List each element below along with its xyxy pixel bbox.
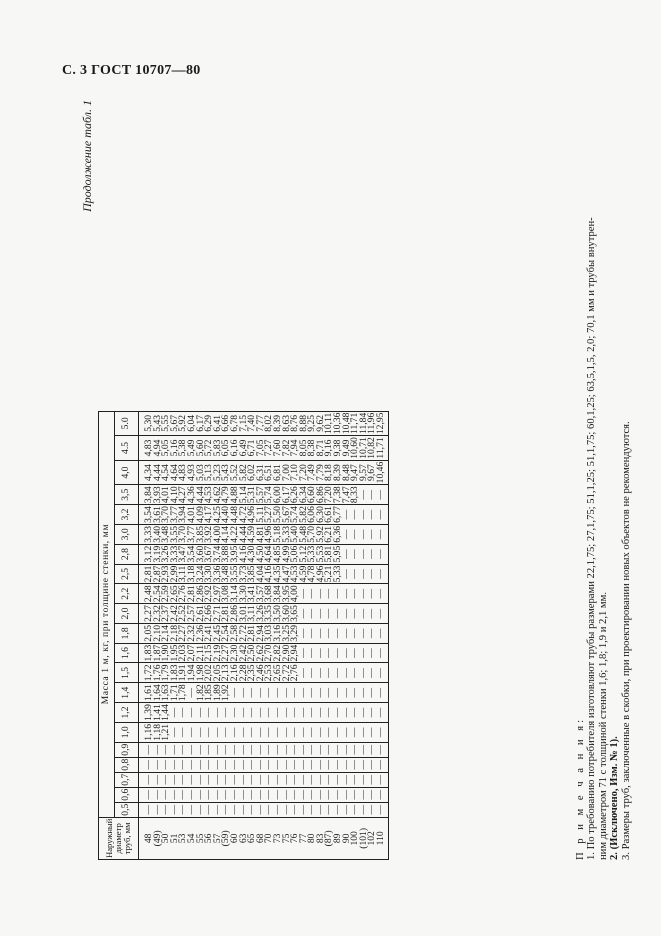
- mass-column: 1,83 1,87 1,90 1,95 2,03 2,07 2,11 2,15 2,19 2,27 2,30 2,42 2,50 2,62 2,70 2,82 2,90 2,94 — — — — — — — — — —: [139, 643, 389, 663]
- mass-column: 5,30 5,43 5,55 5,67 5,92 6,04 6,17 6,29 6,41 6,66 6,78 7,15 7,40 7,77 8,02 8,39 8,63 8,76 8,88 9,25 9,62 10,11 10,36 10,48 11,71 11,84 11,96 12,95: [139, 411, 389, 436]
- table-body-row: [139, 411, 389, 859]
- wall-thickness-header: 2,8: [115, 544, 139, 564]
- wall-thickness-header: 1,8: [115, 623, 139, 643]
- wall-thickness-header: 2,2: [115, 584, 139, 604]
- mass-header: Масса 1 м, кг, при толщине стенки, мм: [99, 411, 115, 817]
- mass-column: 1,61 1,64 1,63 1,71 1,78 — 1,82 1,85 1,89 1,92 — — — — — — — — — — — — — — — — — —: [139, 683, 389, 703]
- rotated-table-page: [80, 100, 632, 860]
- page-header: С. 3 ГОСТ 10707—80: [62, 63, 201, 78]
- wall-thickness-header: 1,4: [115, 683, 139, 703]
- mass-column: 3,33 3,40 3,48 3,55 3,70 3,77 3,85 3,92 4,00 4,14 4,22 4,44 4,59 4,81 4,96 5,18 5,33 5,40 5,48 5,70 5,92 6,21 6,36 — — — — —: [139, 524, 389, 544]
- note-2: 2. (Исключено, Изм. № 1).: [609, 736, 621, 860]
- mass-column: — — — — — — — — — — — — — — — — — — — — — — — — — — — —: [139, 787, 389, 802]
- mass-column: 1,16 1,18 1,21 — — — — — — — — — — — — — — — — — — — — — — — — —: [139, 722, 389, 742]
- notes-heading: П р и м е ч а н и я:: [575, 716, 586, 860]
- mass-column: — — — — — — — — — — — — — — — — — — — — — — — — — — — —: [139, 757, 389, 772]
- mass-column: — — — — — — — — — — — — — — — — — — — — — — — — — — — —: [139, 742, 389, 757]
- mass-column: — — — — — — — — — — — — — — — — — — — — — — — — — — — —: [139, 802, 389, 817]
- mass-column: 2,05 2,10 2,14 2,18 2,27 2,32 2,36 2,41 2,45 2,54 2,58 2,72 2,81 2,94 3,03 3,16 3,25 3,29 — — — — — — — — — —: [139, 623, 389, 643]
- note-1: 1. По требованию потребителя изготовляют трубы размерами 22,1,75; 27,1,75; 51,1,25; 51,1,75; 60,1,25; 63,5,1,5, 2,0; 70,1 мм и трубы внутрен-: [586, 217, 598, 860]
- mass-column: 2,27 2,32 2,37 2,42 2,52 2,57 2,61 2,66 2,71 2,81 2,86 3,01 3,11 3,26 3,35 3,50 3,60 3,65 — — — — — — — — — —: [139, 604, 389, 624]
- diameter-column: 48 (49) 50 51 53 54 55 56 57 (59) 60 63 65 68 70 73 75 76 77 80 83 (87) 89 90 100 (101) 102 110: [139, 817, 389, 859]
- wall-thickness-header: 3,5: [115, 485, 139, 505]
- mass-column: 1,72 1,76 1,79 1,83 1,91 1,94 1,98 2,02 2,05 2,13 2,16 2,28 2,35 2,46 2,53 2,65 2,72 2,76 — — — — — — — — — —: [139, 663, 389, 683]
- wall-thickness-header: 1,2: [115, 703, 139, 723]
- mass-column: 2,81 2,87 2,93 2,99 3,11 3,18 3,24 3,30 3,36 3,48 3,55 3,73 3,85 4,04 4,16 4,35 4,47 4,53 4,59 4,78 4,96 5,21 5,33 — — — — —: [139, 564, 389, 584]
- continuation-title: Продолжение табл. 1: [80, 100, 94, 212]
- mass-column: 4,34 4,44 4,54 4,64 4,83 4,93 5,03 5,13 5,23 5,43 5,52 5,82 6,02 6,31 6,51 6,81 7,00 7,10 7,20 7,49 7,79 8,18 8,39 8,48 9,47 9,57 9,67 10,46: [139, 460, 389, 485]
- notes-block: [575, 217, 632, 860]
- wall-thickness-header: 5.0: [115, 411, 139, 436]
- wall-thickness-header: 3,2: [115, 505, 139, 525]
- mass-column: 3,84 3,93 4,01 4,10 4,27 4,36 4,44 4,53 4,62 4,79 4,88 5,14 5,31 5,57 5,74 6,00 6,17 6,26 6,34 6,60 6,86 7,20 7,38 7,47 8,33 — — —: [139, 485, 389, 505]
- wall-thickness-header: 0,8: [115, 757, 139, 772]
- mass-column: 3,12 3,19 3,26 3,33 3,47 3,54 3,60 3,67 3,74 3,88 3,95 4,16 4,30 4,50 4,64 4,85 4,99 5,06 5,12 5,33 5,53 5,81 5,95 — — — — —: [139, 544, 389, 564]
- note-3: 3. Размеры труб, заключенные в скобки, при проектировании новых объектов не рекомендуются.: [620, 421, 632, 860]
- wall-thickness-header: 3,0: [115, 524, 139, 544]
- wall-thickness-header: 2,5: [115, 564, 139, 584]
- mass-column: 4,83 4,94 5,05 5,16 5,38 5,49 5,60 5,72 5,83 6,05 6,16 6,49 6,71 7,05 7,27 7,60 7,82 7,94 8,05 8,38 8,71 9,16 9,38 9,49 10,60 10,71 10,82 11,71: [139, 436, 389, 461]
- wall-thickness-header: 0,7: [115, 772, 139, 787]
- wall-thickness-header-row: [115, 411, 139, 859]
- note-1-continued: ним диаметром 71 с толщиной стенки 1,6; 1,8; 1,9 и 2,1 мм.: [597, 592, 609, 860]
- wall-thickness-header: 0,5: [115, 802, 139, 817]
- mass-column: 1,39 1,41 1,44 — — — — — — — — — — — — — — — — — — — — — — — — —: [139, 703, 389, 723]
- mass-column: 3,54 3,61 3,70 3,77 3,94 4,01 4,09 4,17 4,25 4,40 4,48 4,72 4,96 5,11 5,27 5,50 5,67 5,74 5,82 6,06 6,30 6,61 6,77 — — — — —: [139, 505, 389, 525]
- wall-thickness-header: 0,6: [115, 787, 139, 802]
- wall-thickness-header: 0,9: [115, 742, 139, 757]
- pipe-mass-table: [98, 411, 389, 860]
- wall-thickness-header: 1,5: [115, 663, 139, 683]
- wall-thickness-header: 4,0: [115, 460, 139, 485]
- wall-thickness-header: 1,0: [115, 722, 139, 742]
- mass-column: — — — — — — — — — — — — — — — — — — — — — — — — — — — —: [139, 772, 389, 787]
- diameter-header: Наружный диаметр труб, мм: [99, 817, 139, 859]
- mass-column: 2,48 2,54 2,59 2,65 2,76 2,81 2,86 2,92 2,97 3,08 3,14 3,30 3,41 3,57 3,68 3,84 3,95 4,00 — — — — — — — — — —: [139, 584, 389, 604]
- wall-thickness-header: 1,6: [115, 643, 139, 663]
- wall-thickness-header: 4.5: [115, 436, 139, 461]
- wall-thickness-header: 2,0: [115, 604, 139, 624]
